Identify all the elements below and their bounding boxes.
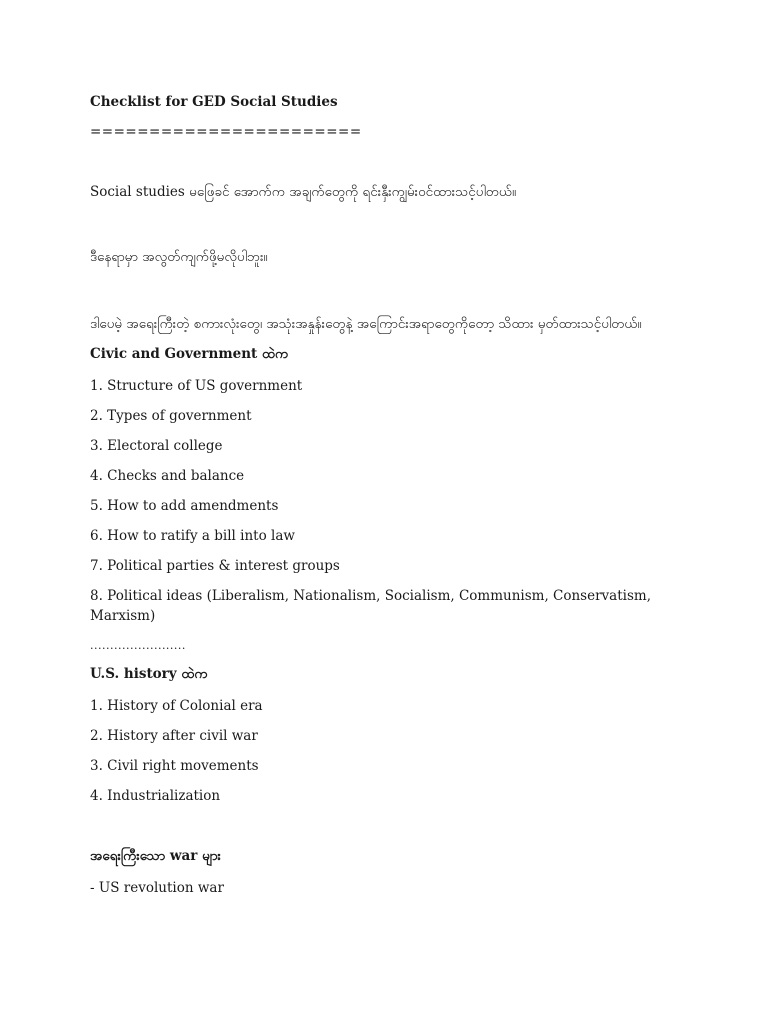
list-item: 4. Checks and balance (90, 468, 245, 484)
list-item: 2. History after civil war (90, 728, 258, 744)
intro-paragraph-1: Social studies မဖြေခင် အောက်က အချက်တွေကို ရင်းနှီးကျွမ်းဝင်ထားသင့်ပါတယ်။ (90, 184, 517, 200)
intro-paragraph-2: ဒီနေရာမှာ အလွတ်ကျက်ဖို့မလိုပါဘူး။ (90, 249, 268, 265)
list-item: 2. Types of government (90, 408, 252, 424)
list-item: 3. Electoral college (90, 438, 223, 454)
intro-paragraph-3: ဒါပေမဲ့ အရေးကြီးတဲ့ စကားလုံးတွေ၊ အသုံးအနှုန်းတွေနဲ့ အကြောင်းအရာတွေကိုတော့ သိထား မှတ်ထားသင့်ပါတယ်။ (90, 316, 642, 332)
list-item: 3. Civil right movements (90, 758, 259, 774)
section-heading-wars: အရေးကြီးသော war များ (90, 848, 221, 864)
section-heading-us-history: U.S. history ထဲက (90, 666, 208, 682)
document-body (90, 92, 690, 898)
document-title: Checklist for GED Social Studies (90, 94, 338, 110)
dotted-separator: ........................ (90, 639, 186, 652)
list-item: 7. Political parties & interest groups (90, 558, 340, 574)
list-item: 4. Industrialization (90, 788, 221, 804)
list-item: - US revolution war (90, 880, 224, 896)
list-item: 1. Structure of US government (90, 378, 303, 394)
list-item: 8. Political ideas (Liberalism, Nationalism, Socialism, Communism, Conservatism, Marxism) (90, 588, 651, 624)
list-item: 6. How to ratify a bill into law (90, 528, 295, 544)
section-heading-civics: Civic and Government ထဲက (90, 346, 289, 362)
title-underline: ======================= (90, 124, 362, 140)
list-item: 5. How to add amendments (90, 498, 279, 514)
list-item: 1. History of Colonial era (90, 698, 263, 714)
